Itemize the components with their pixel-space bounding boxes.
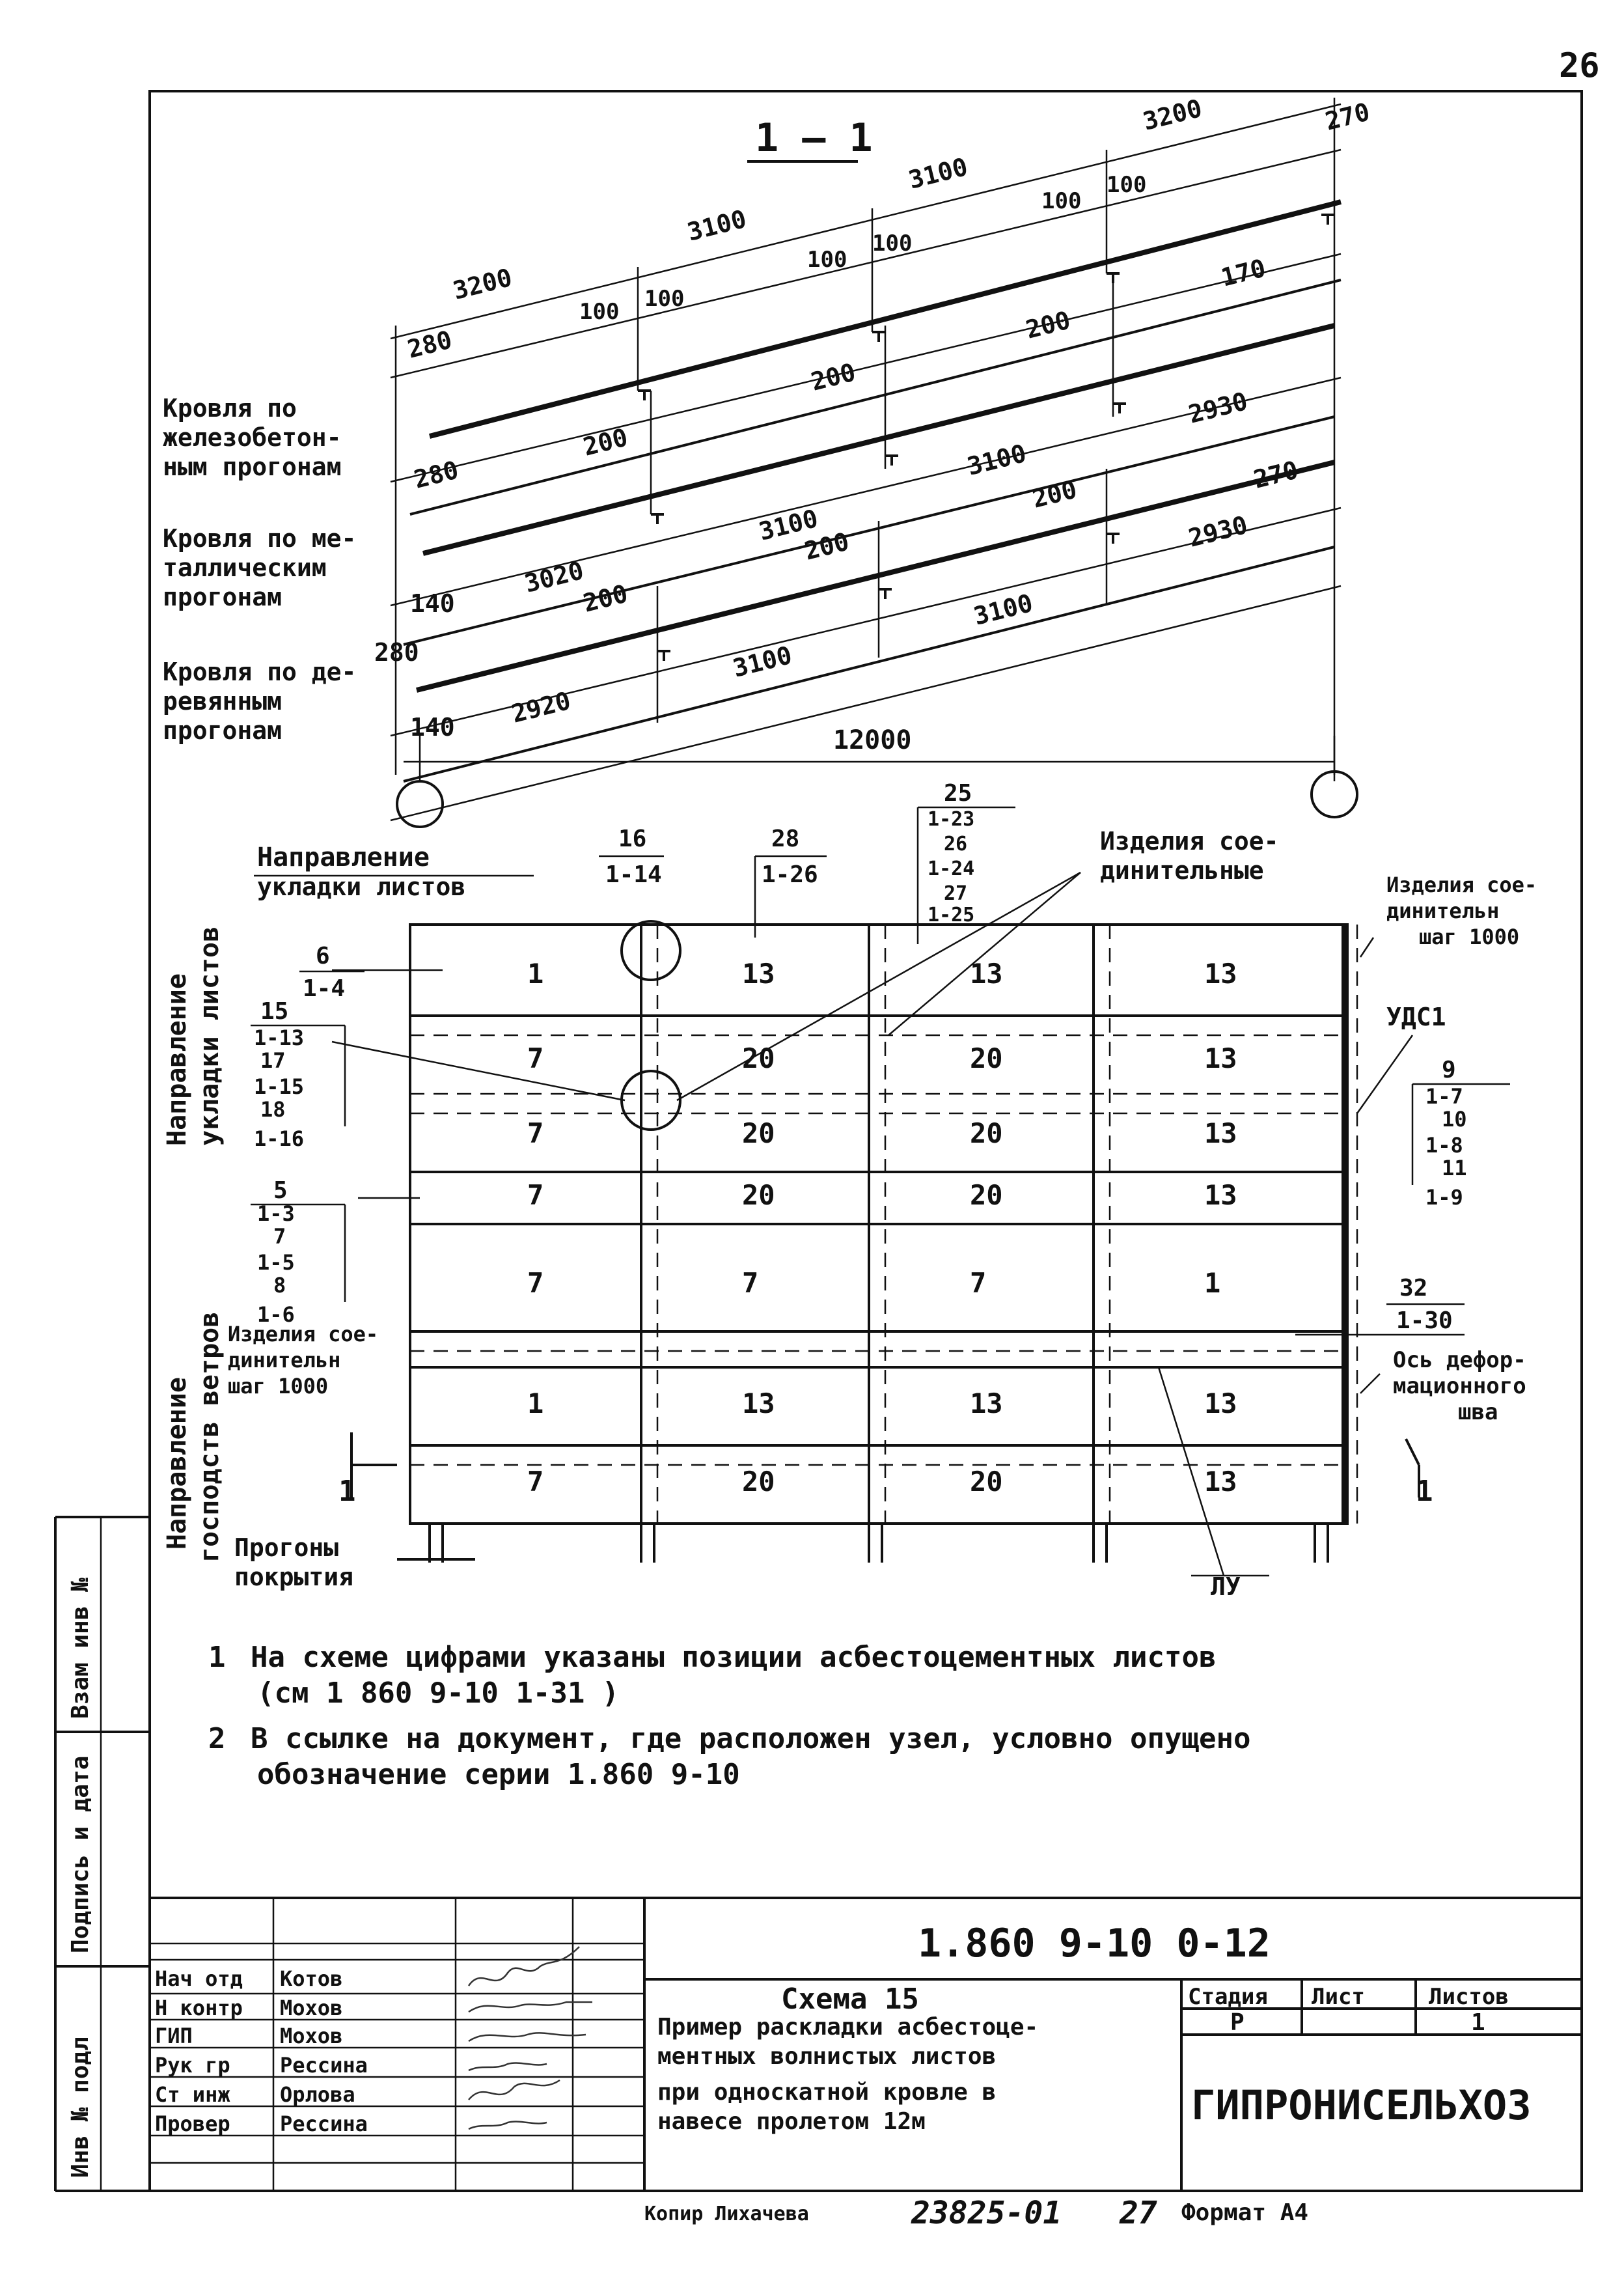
svg-text:Ось дефор-: Ось дефор- [1393, 1347, 1526, 1373]
svg-text:100: 100 [1107, 172, 1147, 198]
drawing-frame [150, 91, 1582, 2191]
svg-text:20: 20 [970, 1042, 1003, 1074]
svg-text:1-7: 1-7 [1425, 1084, 1463, 1109]
svg-text:Изделия сое-: Изделия сое- [228, 1322, 379, 1346]
svg-text:Направление: Направление [257, 843, 430, 872]
svg-text:1-16: 1-16 [254, 1126, 305, 1151]
svg-text:1: 1 [1416, 1475, 1433, 1508]
svg-text:2: 2 [208, 1722, 226, 1755]
svg-text:1-9: 1-9 [1425, 1185, 1463, 1210]
svg-text:5: 5 [273, 1177, 288, 1204]
svg-text:280: 280 [374, 638, 419, 667]
svg-text:укладки листов: укладки листов [195, 926, 225, 1146]
svg-text:270: 270 [1322, 97, 1373, 136]
svg-text:32: 32 [1399, 1275, 1428, 1302]
svg-text:Орлова: Орлова [280, 2082, 355, 2107]
svg-text:200: 200 [1029, 475, 1080, 514]
svg-text:1-8: 1-8 [1425, 1133, 1463, 1158]
svg-text:8: 8 [273, 1273, 286, 1298]
svg-text:Мохов: Мохов [280, 2024, 343, 2048]
svg-text:В ссылке на документ, где расп: В ссылке на документ, где расположен узел, условно опущено [251, 1722, 1251, 1755]
svg-text:Провер: Провер [155, 2111, 230, 2136]
svg-text:17: 17 [260, 1048, 286, 1073]
page-number: 26 [1559, 46, 1600, 85]
plan-cell-numbers [527, 958, 1237, 1497]
footer [644, 2195, 1308, 2231]
svg-text:ревянным: ревянным [163, 687, 282, 716]
svg-text:1: 1 [527, 958, 544, 990]
svg-text:мационного: мационного [1393, 1373, 1526, 1399]
svg-text:прогонам: прогонам [163, 583, 282, 611]
svg-text:7: 7 [970, 1267, 987, 1299]
svg-text:13: 13 [1204, 1179, 1237, 1211]
svg-text:железобетон-: железобетон- [163, 423, 342, 452]
svg-text:27: 27 [1120, 2195, 1157, 2231]
svg-text:140: 140 [410, 589, 455, 618]
svg-text:13: 13 [742, 1387, 775, 1419]
plan-labels [162, 827, 1537, 1601]
svg-text:3100: 3100 [905, 152, 970, 195]
svg-text:Котов: Котов [280, 1966, 343, 1991]
svg-text:3020: 3020 [521, 555, 586, 598]
svg-text:23825-01: 23825-01 [911, 2195, 1062, 2231]
svg-text:18: 18 [260, 1097, 286, 1122]
svg-text:280: 280 [411, 455, 461, 494]
svg-text:таллическим: таллическим [163, 553, 327, 582]
svg-text:Рессина: Рессина [280, 2111, 368, 2136]
svg-text:Изделия сое-: Изделия сое- [1386, 872, 1537, 897]
svg-text:Схема 15: Схема 15 [781, 1983, 919, 2016]
svg-text:Формат А4: Формат А4 [1181, 2199, 1309, 2226]
svg-text:170: 170 [1218, 253, 1269, 292]
title-block-text [155, 1921, 1532, 2136]
svg-text:Кровля по: Кровля по [163, 394, 297, 423]
document-code: 1.860 9-10 0-12 [918, 1921, 1271, 1966]
svg-text:7: 7 [527, 1267, 544, 1299]
svg-text:шаг 1000: шаг 1000 [228, 1374, 329, 1399]
svg-text:1-15: 1-15 [254, 1074, 305, 1099]
svg-text:Стадия: Стадия [1188, 1984, 1268, 2010]
svg-text:Кровля по де-: Кровля по де- [163, 658, 357, 686]
svg-text:ным прогонам: ным прогонам [163, 453, 342, 481]
svg-text:13: 13 [1204, 1117, 1237, 1149]
section-mark: 1 – 1 [755, 115, 873, 161]
svg-text:16: 16 [618, 826, 647, 852]
svg-text:1-26: 1-26 [762, 861, 818, 888]
plan-grid [332, 872, 1465, 1576]
svg-text:13: 13 [1204, 1387, 1237, 1419]
svg-text:3100: 3100 [756, 503, 821, 546]
svg-text:20: 20 [742, 1042, 775, 1074]
svg-text:господств ветров: господств ветров [195, 1311, 225, 1563]
svg-text:100: 100 [579, 299, 620, 325]
svg-text:11: 11 [1442, 1156, 1467, 1180]
svg-text:13: 13 [1204, 1042, 1237, 1074]
svg-text:20: 20 [742, 1466, 775, 1497]
svg-text:Рук гр: Рук гр [155, 2053, 230, 2078]
stamp-inventory: Инв № подл [67, 2037, 94, 2178]
svg-text:навесе пролетом 12м: навесе пролетом 12м [657, 2108, 926, 2135]
svg-text:13: 13 [742, 958, 775, 990]
svg-text:Пример раскладки асбестоце-: Пример раскладки асбестоце- [657, 2014, 1039, 2040]
svg-text:140: 140 [410, 713, 455, 742]
svg-text:20: 20 [742, 1117, 775, 1149]
svg-text:Копир Лихачева: Копир Лихачева [644, 2203, 809, 2225]
svg-text:7: 7 [527, 1117, 544, 1149]
axis-circle-left [397, 781, 443, 827]
svg-text:100: 100 [807, 247, 847, 273]
svg-text:12000: 12000 [833, 725, 912, 755]
roof-labels [163, 394, 356, 745]
svg-text:9: 9 [1442, 1057, 1456, 1083]
svg-text:6: 6 [316, 943, 330, 969]
svg-text:20: 20 [742, 1179, 775, 1211]
svg-text:2920: 2920 [508, 686, 573, 729]
svg-text:13: 13 [1204, 1466, 1237, 1497]
svg-text:ментных волнистых листов: ментных волнистых листов [657, 2043, 997, 2070]
svg-text:200: 200 [1023, 305, 1073, 344]
svg-text:200: 200 [580, 579, 631, 618]
svg-text:3100: 3100 [730, 640, 795, 683]
svg-text:обозначение серии 1.860 9-10: обозначение серии 1.860 9-10 [257, 1758, 740, 1791]
svg-text:100: 100 [872, 230, 913, 257]
svg-text:20: 20 [970, 1179, 1003, 1211]
svg-text:20: 20 [970, 1466, 1003, 1497]
svg-text:200: 200 [580, 423, 631, 462]
svg-text:100: 100 [1041, 188, 1082, 214]
svg-text:динительн: динительн [1386, 898, 1500, 923]
svg-text:270: 270 [1250, 455, 1301, 494]
svg-text:20: 20 [970, 1117, 1003, 1149]
svg-text:200: 200 [808, 357, 859, 397]
svg-text:1-25: 1-25 [928, 904, 975, 926]
organization: ГИПРОНИСЕЛЬХОЗ [1191, 2082, 1532, 2129]
svg-text:3100: 3100 [684, 204, 749, 247]
svg-text:Кровля по ме-: Кровля по ме- [163, 524, 357, 553]
svg-text:Р: Р [1230, 2009, 1245, 2036]
svg-text:2930: 2930 [1185, 386, 1250, 429]
svg-text:1-24: 1-24 [928, 857, 975, 880]
svg-text:Мохов: Мохов [280, 1996, 343, 2020]
svg-text:шаг 1000: шаг 1000 [1419, 925, 1520, 949]
svg-text:15: 15 [260, 998, 289, 1025]
svg-text:1: 1 [208, 1641, 226, 1674]
svg-text:200: 200 [801, 527, 852, 566]
svg-text:Н контр: Н контр [155, 1996, 243, 2020]
svg-text:7: 7 [742, 1267, 759, 1299]
signatures [469, 1947, 592, 2129]
svg-text:Рессина: Рессина [280, 2053, 368, 2078]
svg-text:25: 25 [944, 780, 972, 807]
svg-text:покрытия: покрытия [234, 1563, 354, 1591]
svg-text:1-13: 1-13 [254, 1025, 305, 1050]
plan-callouts [251, 780, 1510, 1334]
svg-text:при односкатной кровле в: при односкатной кровле в [657, 2079, 997, 2106]
svg-text:1: 1 [527, 1387, 544, 1419]
svg-text:укладки листов: укладки листов [257, 872, 466, 901]
svg-text:1: 1 [1204, 1267, 1221, 1299]
stamp-replace: Взам инв № [67, 1578, 94, 1719]
svg-text:Направление: Направление [162, 1377, 192, 1550]
svg-text:1-4: 1-4 [303, 975, 346, 1002]
svg-text:13: 13 [970, 958, 1003, 990]
svg-text:1-23: 1-23 [928, 808, 975, 831]
svg-text:Нач отд: Нач отд [155, 1966, 243, 1991]
svg-text:26: 26 [944, 833, 968, 856]
svg-text:280: 280 [404, 325, 455, 364]
svg-text:3200: 3200 [1140, 93, 1205, 136]
svg-text:1-30: 1-30 [1396, 1307, 1453, 1334]
svg-text:7: 7 [273, 1224, 286, 1249]
svg-text:3200: 3200 [450, 262, 515, 305]
svg-text:прогонам: прогонам [163, 716, 282, 745]
svg-text:7: 7 [527, 1042, 544, 1074]
svg-text:3100: 3100 [970, 588, 1036, 631]
svg-text:1: 1 [338, 1475, 356, 1508]
svg-text:10: 10 [1442, 1107, 1467, 1132]
svg-text:ГИП: ГИП [155, 2024, 193, 2048]
svg-text:Листов: Листов [1429, 1984, 1509, 2010]
svg-text:100: 100 [644, 286, 685, 312]
svg-text:Лист: Лист [1312, 1984, 1365, 2010]
svg-text:ЛУ: ЛУ [1211, 1572, 1241, 1601]
svg-text:УДС1: УДС1 [1386, 1003, 1446, 1031]
svg-text:27: 27 [944, 882, 968, 905]
svg-text:7: 7 [527, 1466, 544, 1497]
svg-text:динительные: динительные [1100, 856, 1264, 885]
svg-text:Прогоны: Прогоны [234, 1533, 339, 1562]
svg-text:13: 13 [1204, 958, 1237, 990]
svg-text:Направление: Направление [162, 973, 192, 1146]
svg-text:1-6: 1-6 [257, 1302, 295, 1327]
svg-text:1-14: 1-14 [605, 861, 662, 888]
svg-text:28: 28 [771, 826, 800, 852]
svg-text:1-3: 1-3 [257, 1201, 295, 1226]
svg-text:Изделия сое-: Изделия сое- [1100, 827, 1279, 856]
svg-text:динительн: динительн [228, 1348, 341, 1372]
svg-text:13: 13 [970, 1387, 1003, 1419]
svg-text:Ст инж: Ст инж [155, 2082, 230, 2107]
svg-text:2930: 2930 [1185, 510, 1250, 553]
svg-text:7: 7 [527, 1179, 544, 1211]
stamp-signature: Подпись и дата [67, 1755, 94, 1953]
notes [208, 1641, 1250, 1791]
section-dimensions [374, 94, 1373, 755]
svg-text:3100: 3100 [964, 438, 1029, 481]
svg-text:1: 1 [1471, 2009, 1485, 2036]
svg-text:На схеме цифрами указаны позиц: На схеме цифрами указаны позиции асбестоцементных листов [251, 1641, 1217, 1674]
svg-text:(см 1 860 9-10 1-31 ): (см 1 860 9-10 1-31 ) [257, 1677, 620, 1710]
svg-text:1-5: 1-5 [257, 1250, 295, 1275]
svg-text:шва: шва [1458, 1399, 1498, 1425]
